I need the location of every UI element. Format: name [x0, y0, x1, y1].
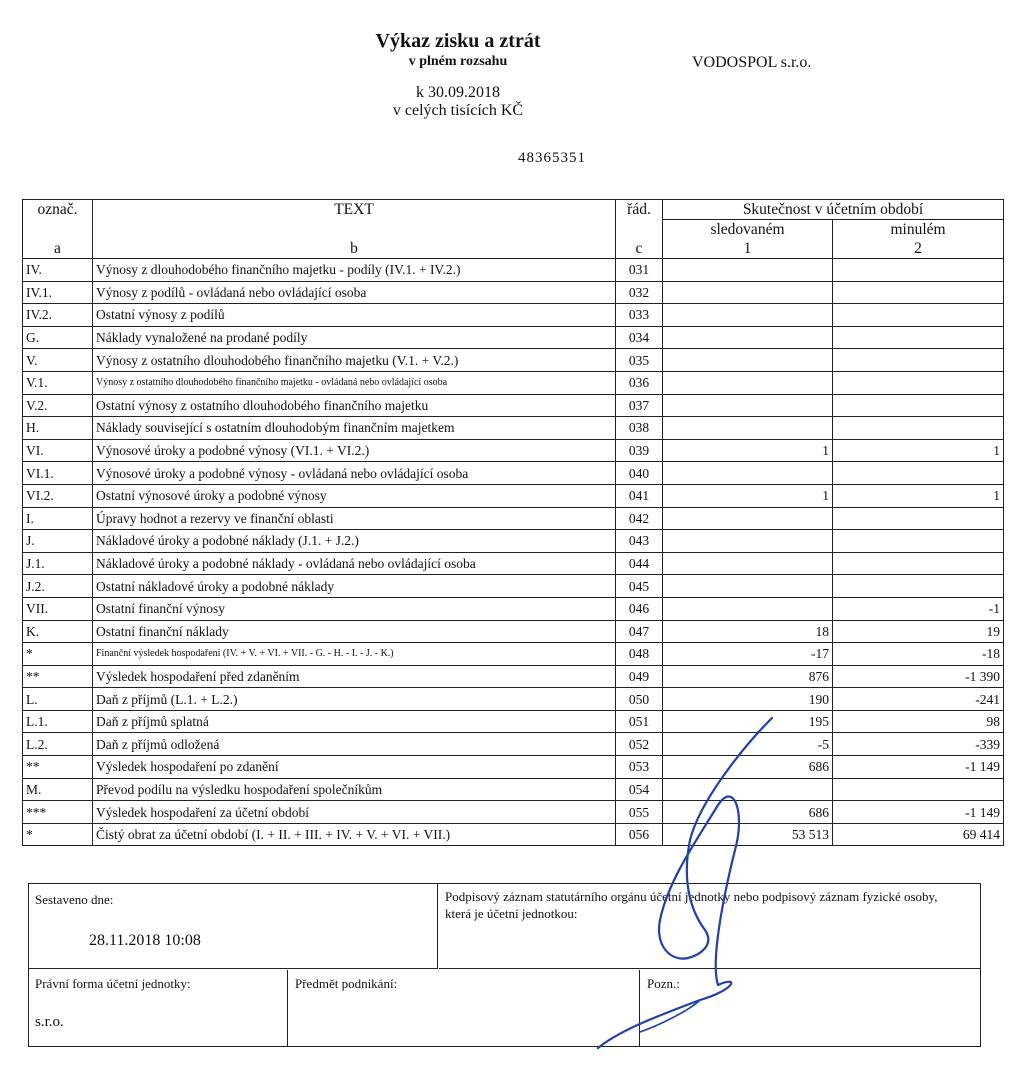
row-code: IV. — [23, 259, 93, 282]
row-previous: -1 390 — [833, 665, 1004, 688]
row-text: Finanční výsledek hospodaření (IV. + V. + VI. + VII. - G. - H. - I. - J. - K.) — [93, 643, 616, 666]
col-header-text: TEXT — [93, 200, 616, 220]
row-line: 044 — [616, 552, 663, 575]
row-code: ** — [23, 756, 93, 779]
row-previous: -1 — [833, 597, 1004, 620]
row-text: Úpravy hodnot a rezervy ve finanční oblasti — [93, 507, 616, 530]
row-line: 053 — [616, 756, 663, 779]
row-line: 046 — [616, 597, 663, 620]
company-id: 48365351 — [518, 150, 586, 166]
row-line: 038 — [616, 417, 663, 440]
row-text: Ostatní výnosy z ostatního dlouhodobého finančního majetku — [93, 394, 616, 417]
report-units: v celých tisících KČ — [392, 102, 524, 119]
row-text: Ostatní výnosy z podílů — [93, 304, 616, 327]
row-text: Výsledek hospodaření za účetní období — [93, 801, 616, 824]
company-name: VODOSPOL s.r.o. — [692, 54, 812, 71]
row-line: 032 — [616, 281, 663, 304]
col-header-line: řád. — [616, 200, 663, 220]
row-code: * — [23, 823, 93, 846]
row-line: 047 — [616, 620, 663, 643]
row-code: V.1. — [23, 371, 93, 394]
row-line: 040 — [616, 462, 663, 485]
row-code: I. — [23, 507, 93, 530]
row-text: Čistý obrat za účetní období (I. + II. + III. + IV. + V. + VI. + VII.) — [93, 823, 616, 846]
row-text: Výnosové úroky a podobné výnosy - ovládaná nebo ovládající osoba — [93, 462, 616, 485]
row-text: Nákladové úroky a podobné náklady - ovládaná nebo ovládající osoba — [93, 552, 616, 575]
row-code: M. — [23, 778, 93, 801]
row-line: 036 — [616, 371, 663, 394]
row-text: Ostatní finanční výnosy — [93, 597, 616, 620]
row-previous: 69 414 — [833, 823, 1004, 846]
row-line: 034 — [616, 326, 663, 349]
row-current: -17 — [663, 643, 833, 666]
row-line: 043 — [616, 530, 663, 553]
row-text: Převod podílu na výsledku hospodaření společníkům — [93, 778, 616, 801]
row-text: Ostatní finanční náklady — [93, 620, 616, 643]
row-previous: -18 — [833, 643, 1004, 666]
row-previous: 1 — [833, 484, 1004, 507]
row-previous: -339 — [833, 733, 1004, 756]
compiled-label: Sestaveno dne: — [35, 892, 114, 907]
row-text: Daň z příjmů (L.1. + L.2.) — [93, 688, 616, 711]
row-code: L. — [23, 688, 93, 711]
row-current: 1 — [663, 484, 833, 507]
row-current: 686 — [663, 801, 833, 824]
row-code: K. — [23, 620, 93, 643]
row-previous: -1 149 — [833, 756, 1004, 779]
row-line: 048 — [616, 643, 663, 666]
row-text: Daň z příjmů odložená — [93, 733, 616, 756]
row-current: 1 — [663, 439, 833, 462]
row-code: IV.2. — [23, 304, 93, 327]
row-line: 033 — [616, 304, 663, 327]
row-line: 055 — [616, 801, 663, 824]
row-current: 876 — [663, 665, 833, 688]
row-code: J.1. — [23, 552, 93, 575]
business-label: Předmět podnikání: — [295, 976, 398, 991]
row-code: V. — [23, 349, 93, 372]
row-current: 686 — [663, 756, 833, 779]
row-text: Výnosové úroky a podobné výnosy (VI.1. + VI.2.) — [93, 439, 616, 462]
row-text: Výsledek hospodaření před zdaněním — [93, 665, 616, 688]
row-line: 045 — [616, 575, 663, 598]
col-header-current: sledovaném — [663, 220, 833, 240]
row-text: Náklady související s ostatním dlouhodobým finančním majetkem — [93, 417, 616, 440]
report-subtitle: v plném rozsahu — [408, 54, 508, 69]
row-line: 049 — [616, 665, 663, 688]
row-previous: 19 — [833, 620, 1004, 643]
row-previous: 98 — [833, 710, 1004, 733]
row-text: Ostatní výnosové úroky a podobné výnosy — [93, 484, 616, 507]
row-line: 050 — [616, 688, 663, 711]
row-current: 53 513 — [663, 823, 833, 846]
row-text: Výnosy z ostatního dlouhodobého finančního majetku (V.1. + V.2.) — [93, 349, 616, 372]
row-line: 051 — [616, 710, 663, 733]
row-previous: 1 — [833, 439, 1004, 462]
row-line: 039 — [616, 439, 663, 462]
row-previous: -1 149 — [833, 801, 1004, 824]
legal-form-label: Právní forma účetní jednotky: — [35, 976, 191, 991]
row-code: VII. — [23, 597, 93, 620]
note-label: Pozn.: — [647, 976, 680, 991]
report-title: Výkaz zisku a ztrát — [375, 30, 541, 52]
row-code: VI.2. — [23, 484, 93, 507]
signature-label: Podpisový záznam statutárního orgánu účetní jednotky nebo podpisový záznam fyzické osoby, která je účetní jednotkou: — [445, 889, 938, 921]
row-current: 195 — [663, 710, 833, 733]
row-line: 042 — [616, 507, 663, 530]
col-sub-1: 1 — [663, 239, 833, 259]
row-current: -5 — [663, 733, 833, 756]
col-sub-a: a — [23, 239, 93, 259]
row-text: Výnosy z dlouhodobého finančního majetku - podíly (IV.1. + IV.2.) — [93, 259, 616, 282]
row-code: IV.1. — [23, 281, 93, 304]
row-code: ** — [23, 665, 93, 688]
row-code: G. — [23, 326, 93, 349]
row-code: L.2. — [23, 733, 93, 756]
col-sub-2: 2 — [833, 239, 1004, 259]
row-code: J.2. — [23, 575, 93, 598]
col-header-previous: minulém — [833, 220, 1004, 240]
row-code: VI.1. — [23, 462, 93, 485]
row-previous: -241 — [833, 688, 1004, 711]
col-header-period: Skutečnost v účetním období — [663, 200, 1004, 220]
row-line: 052 — [616, 733, 663, 756]
row-code: H. — [23, 417, 93, 440]
row-code: V.2. — [23, 394, 93, 417]
row-code: J. — [23, 530, 93, 553]
row-text: Výnosy z podílů - ovládaná nebo ovládající osoba — [93, 281, 616, 304]
compiled-value: 28.11.2018 10:08 — [89, 932, 201, 949]
row-current: 190 — [663, 688, 833, 711]
row-text: Ostatní nákladové úroky a podobné náklady — [93, 575, 616, 598]
row-code: VI. — [23, 439, 93, 462]
row-text: Výsledek hospodaření po zdanění — [93, 756, 616, 779]
row-text: Nákladové úroky a podobné náklady (J.1. + J.2.) — [93, 530, 616, 553]
row-text: Náklady vynaložené na prodané podíly — [93, 326, 616, 349]
row-line: 054 — [616, 778, 663, 801]
row-text: Daň z příjmů splatná — [93, 710, 616, 733]
row-line: 031 — [616, 259, 663, 282]
row-code: L.1. — [23, 710, 93, 733]
row-code: * — [23, 643, 93, 666]
col-sub-c: c — [616, 239, 663, 259]
row-current: 18 — [663, 620, 833, 643]
row-line: 056 — [616, 823, 663, 846]
col-sub-b: b — [93, 239, 616, 259]
col-header-code: označ. — [23, 200, 93, 220]
row-code: *** — [23, 801, 93, 824]
row-line: 041 — [616, 484, 663, 507]
row-text: Výnosy z ostatního dlouhodobého finančního majetku - ovládaná nebo ovládající osoba — [93, 371, 616, 394]
row-line: 037 — [616, 394, 663, 417]
legal-form-value: s.r.o. — [35, 1014, 64, 1030]
row-line: 035 — [616, 349, 663, 372]
report-date: k 30.09.2018 — [416, 84, 500, 101]
